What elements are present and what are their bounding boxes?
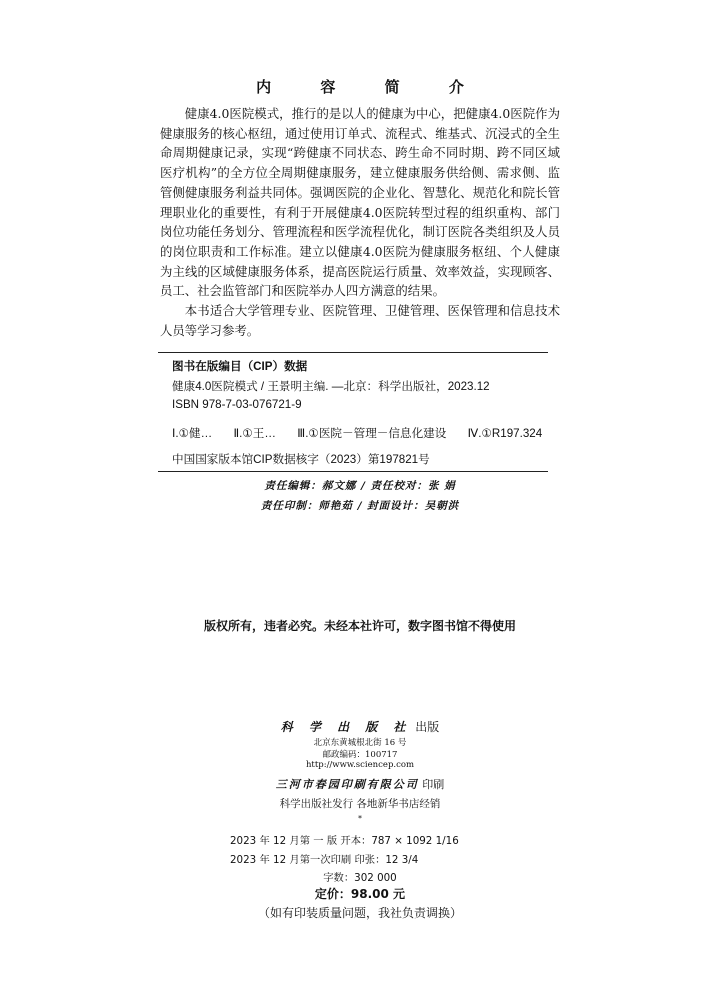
publisher-name: 科 学 出 版 社	[280, 720, 412, 734]
printer-name: 三河市春园印刷有限公司	[275, 778, 419, 791]
cip-class-3: Ⅲ.①医院－管理－信息化建设	[297, 427, 447, 440]
cip-heading: 图书在版编目（CIP）数据	[172, 360, 308, 373]
edition-line: 2023 年 12 月第 一 版 开本：787 × 1092 1/16	[230, 835, 459, 847]
cip-isbn: ISBN 978-7-03-076721-9	[172, 398, 302, 411]
separator-star: *	[358, 814, 362, 823]
page-title: 内 容 简 介	[256, 78, 486, 96]
cip-data-block	[158, 352, 548, 472]
summary-paragraph-2: 本书适合大学管理专业、医院管理、卫健管理、医保管理和信息技术人员等学习参考。	[160, 303, 560, 338]
copyright-notice: 版权所有，违者必究。未经本社许可，数字图书馆不得使用	[203, 619, 516, 633]
cip-class-2: Ⅱ.①王…	[233, 427, 276, 440]
printer-suffix: 印刷	[422, 778, 445, 791]
cip-verification-number: 中国国家版本馆CIP数据核字（2023）第197821号	[172, 453, 430, 466]
publisher-name-suffix: 出版	[415, 720, 440, 734]
summary-paragraph-1: 健康4.0医院模式，推行的是以人的健康为中心，把健康4.0医院作为健康服务的核心枢纽，通过使用订单式、流程式、维基式、沉浸式的全生命周期健康记录，实现“跨健康不同状态、跨生命不同时期、跨不同区域医疗机构”的全方位全周期健康服务，建立健康服务供给侧、需求侧、监管侧健康服务利益共同体。强调医院的企业化、智慧化、规范化和院长管理职业化的重要性，有利于开展健康4.0医院转型过程的组织重构、部门岗位功能任务划分、管理流程和医学流程优化，制订医院各类组织及人员的岗位职责和工作标准。建立以健康4.0医院为健康服务枢纽、个人健康为主线的区域健康服务体系，提高医院运行质量、效率效益，实现顾客、员工、社会监管部门和医院举办人四方满意的结果。	[160, 106, 560, 299]
cip-classification	[172, 425, 556, 441]
publisher-address: 北京东黄城根北街 16 号	[313, 738, 407, 748]
printer-line	[0, 776, 720, 792]
price: 定价：98.00 元	[314, 887, 406, 901]
publisher-url: http://www.sciencep.com	[305, 760, 415, 770]
printing-line: 2023 年 12 月第一次印刷 印张：12 3/4	[230, 854, 419, 866]
distribution-line: 科学出版社发行 各地新华书店经销	[279, 798, 441, 810]
editor-credits-2: 责任印制：师艳茹 / 封面设计：吴朝洪	[260, 500, 460, 512]
cip-main-entry: 健康4.0医院模式 / 王景明主编. —北京：科学出版社，2023.12	[172, 380, 490, 393]
quality-note: （如有印装质量问题，我社负责调换）	[257, 906, 462, 920]
cip-class-1: Ⅰ.①健…	[172, 427, 213, 440]
word-count: 字数：302 000	[323, 872, 397, 884]
summary-section	[160, 104, 560, 340]
publisher-line	[0, 718, 720, 735]
cip-class-4: Ⅳ.①R197.324	[467, 427, 543, 440]
editor-credits-1: 责任编辑：郝文娜 / 责任校对：张 娟	[264, 480, 456, 492]
publisher-postcode: 邮政编码：100717	[322, 750, 398, 760]
